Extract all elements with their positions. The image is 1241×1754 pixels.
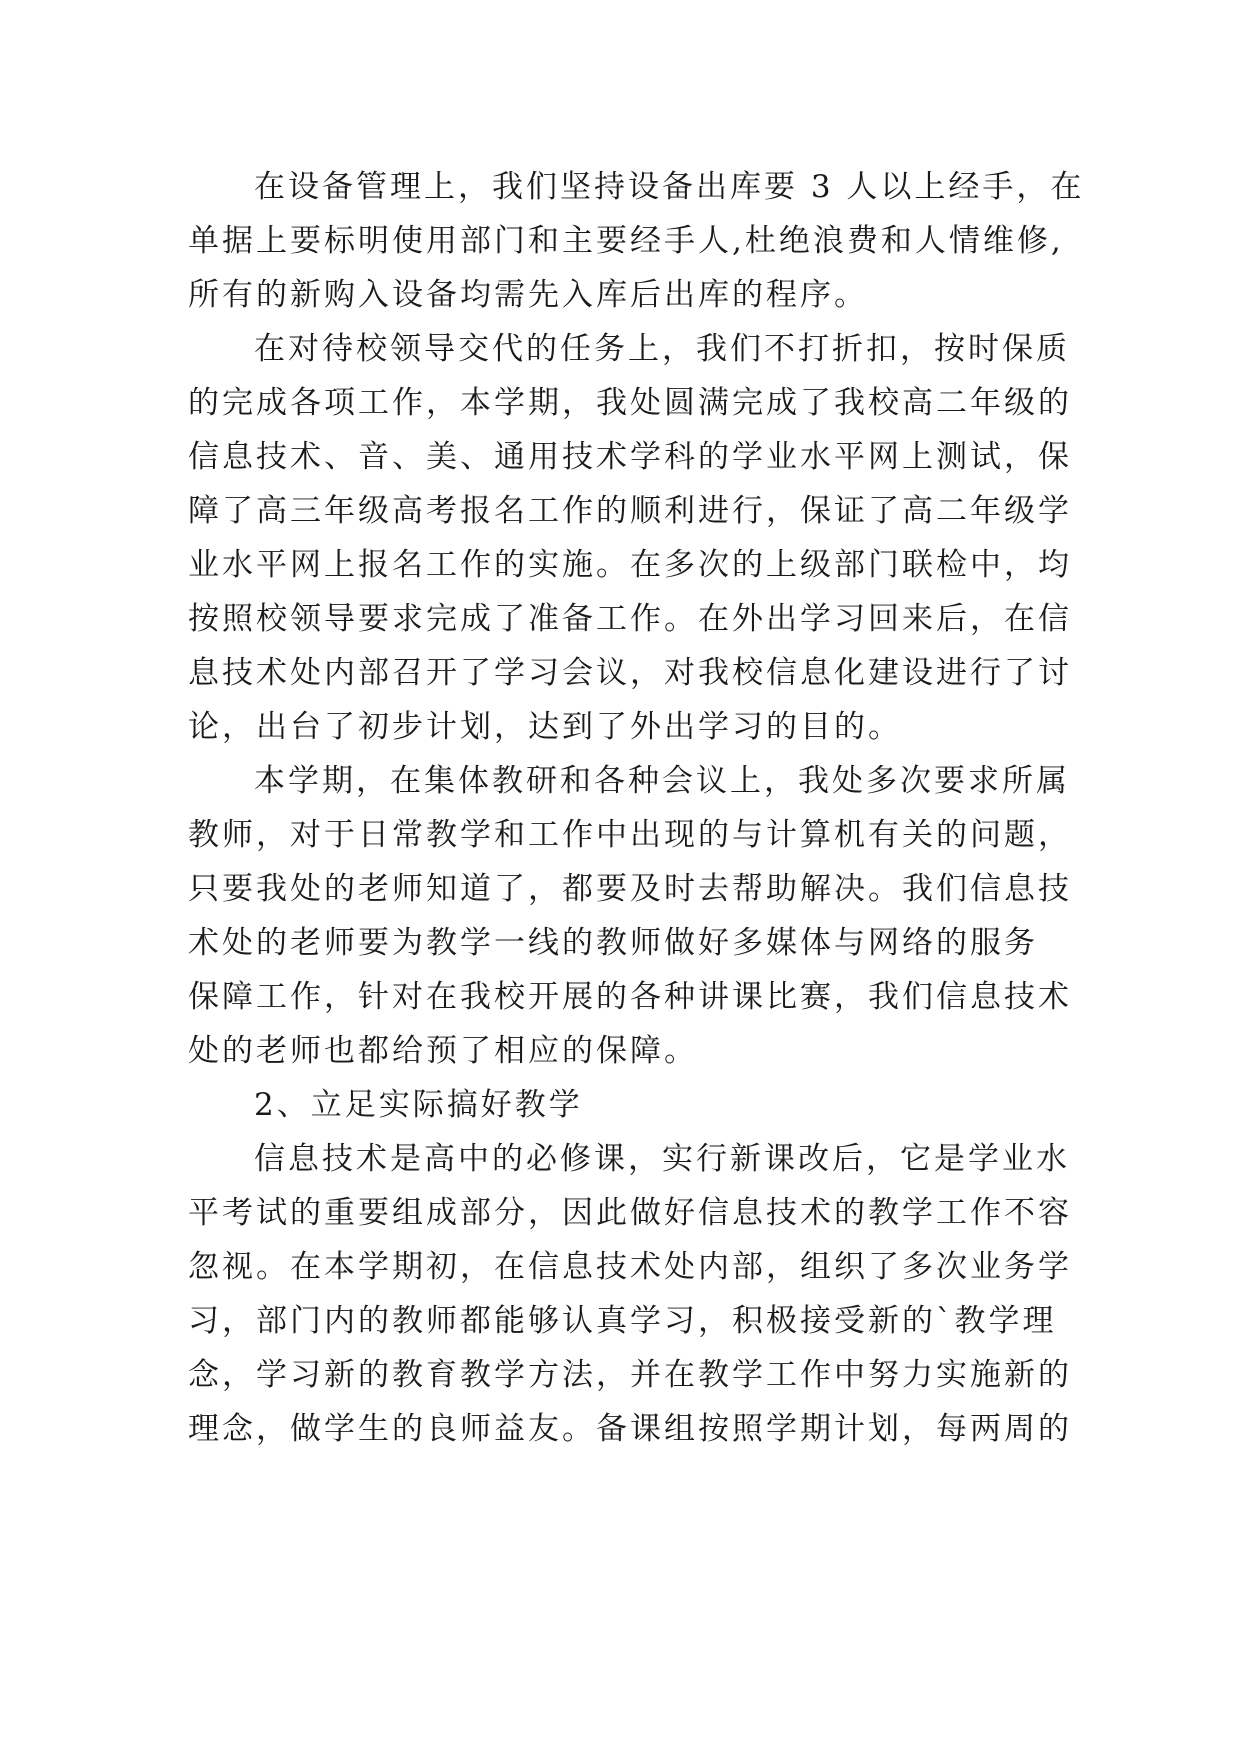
text-line: 理念，做学生的良师益友。备课组按照学期计划，每两周的 xyxy=(188,1411,1072,1447)
paragraph-equipment-management xyxy=(188,160,1085,322)
text-line: 所有的新购入设备均需先入库后出库的程序。 xyxy=(188,277,868,313)
text-line: 在对待校领导交代的任务上，我们不打折扣，按时保质 xyxy=(254,331,1070,367)
text-line: 障了高三年级高考报名工作的顺利进行，保证了高二年级学 xyxy=(188,493,1072,529)
text-line: 论，出台了初步计划，达到了外出学习的目的。 xyxy=(188,709,902,745)
text-line: 单据上要标明使用部门和主要经手人,杜绝浪费和人情维修, xyxy=(188,223,1064,259)
text-line: 信息技术、音、美、通用技术学科的学业水平网上测试，保 xyxy=(188,439,1072,475)
text-line: 处的老师也都给预了相应的保障。 xyxy=(188,1033,698,1069)
document-body xyxy=(188,160,1085,1456)
text-line: 念，学习新的教育教学方法，并在教学工作中努力实施新的 xyxy=(188,1357,1072,1393)
section-heading-text: 2、立足实际搞好教学 xyxy=(254,1087,583,1123)
text-line: 的完成各项工作，本学期，我处圆满完成了我校高二年级的 xyxy=(188,385,1072,421)
text-line: 本学期，在集体教研和各种会议上，我处多次要求所属 xyxy=(254,763,1070,799)
text-line: 教师，对于日常教学和工作中出现的与计算机有关的问题， xyxy=(188,817,1072,853)
paragraph-teacher-support xyxy=(188,754,1072,1078)
paragraph-teaching xyxy=(188,1132,1072,1456)
text-line: 只要我处的老师知道了，都要及时去帮助解决。我们信息技 xyxy=(188,871,1072,907)
text-line: 按照校领导要求完成了准备工作。在外出学习回来后，在信 xyxy=(188,601,1072,637)
text-line: 业水平网上报名工作的实施。在多次的上级部门联检中，均 xyxy=(188,547,1072,583)
text-line: 术处的老师要为教学一线的教师做好多媒体与网络的服务 xyxy=(188,925,1038,961)
text-line: 保障工作，针对在我校开展的各种讲课比赛，我们信息技术 xyxy=(188,979,1072,1015)
paragraph-leadership-tasks xyxy=(188,322,1072,754)
section-heading xyxy=(188,1078,1048,1132)
text-line: 息技术处内部召开了学习会议，对我校信息化建设进行了讨 xyxy=(188,655,1072,691)
text-line: 信息技术是高中的必修课，实行新课改后，它是学业水 xyxy=(254,1141,1070,1177)
text-line: 在设备管理上，我们坚持设备出库要 3 人以上经手，在 xyxy=(254,169,1085,205)
text-line: 平考试的重要组成部分，因此做好信息技术的教学工作不容 xyxy=(188,1195,1072,1231)
text-line: 忽视。在本学期初，在信息技术处内部，组织了多次业务学 xyxy=(188,1249,1072,1285)
text-line: 习，部门内的教师都能够认真学习，积极接受新的`教学理 xyxy=(188,1303,1057,1339)
